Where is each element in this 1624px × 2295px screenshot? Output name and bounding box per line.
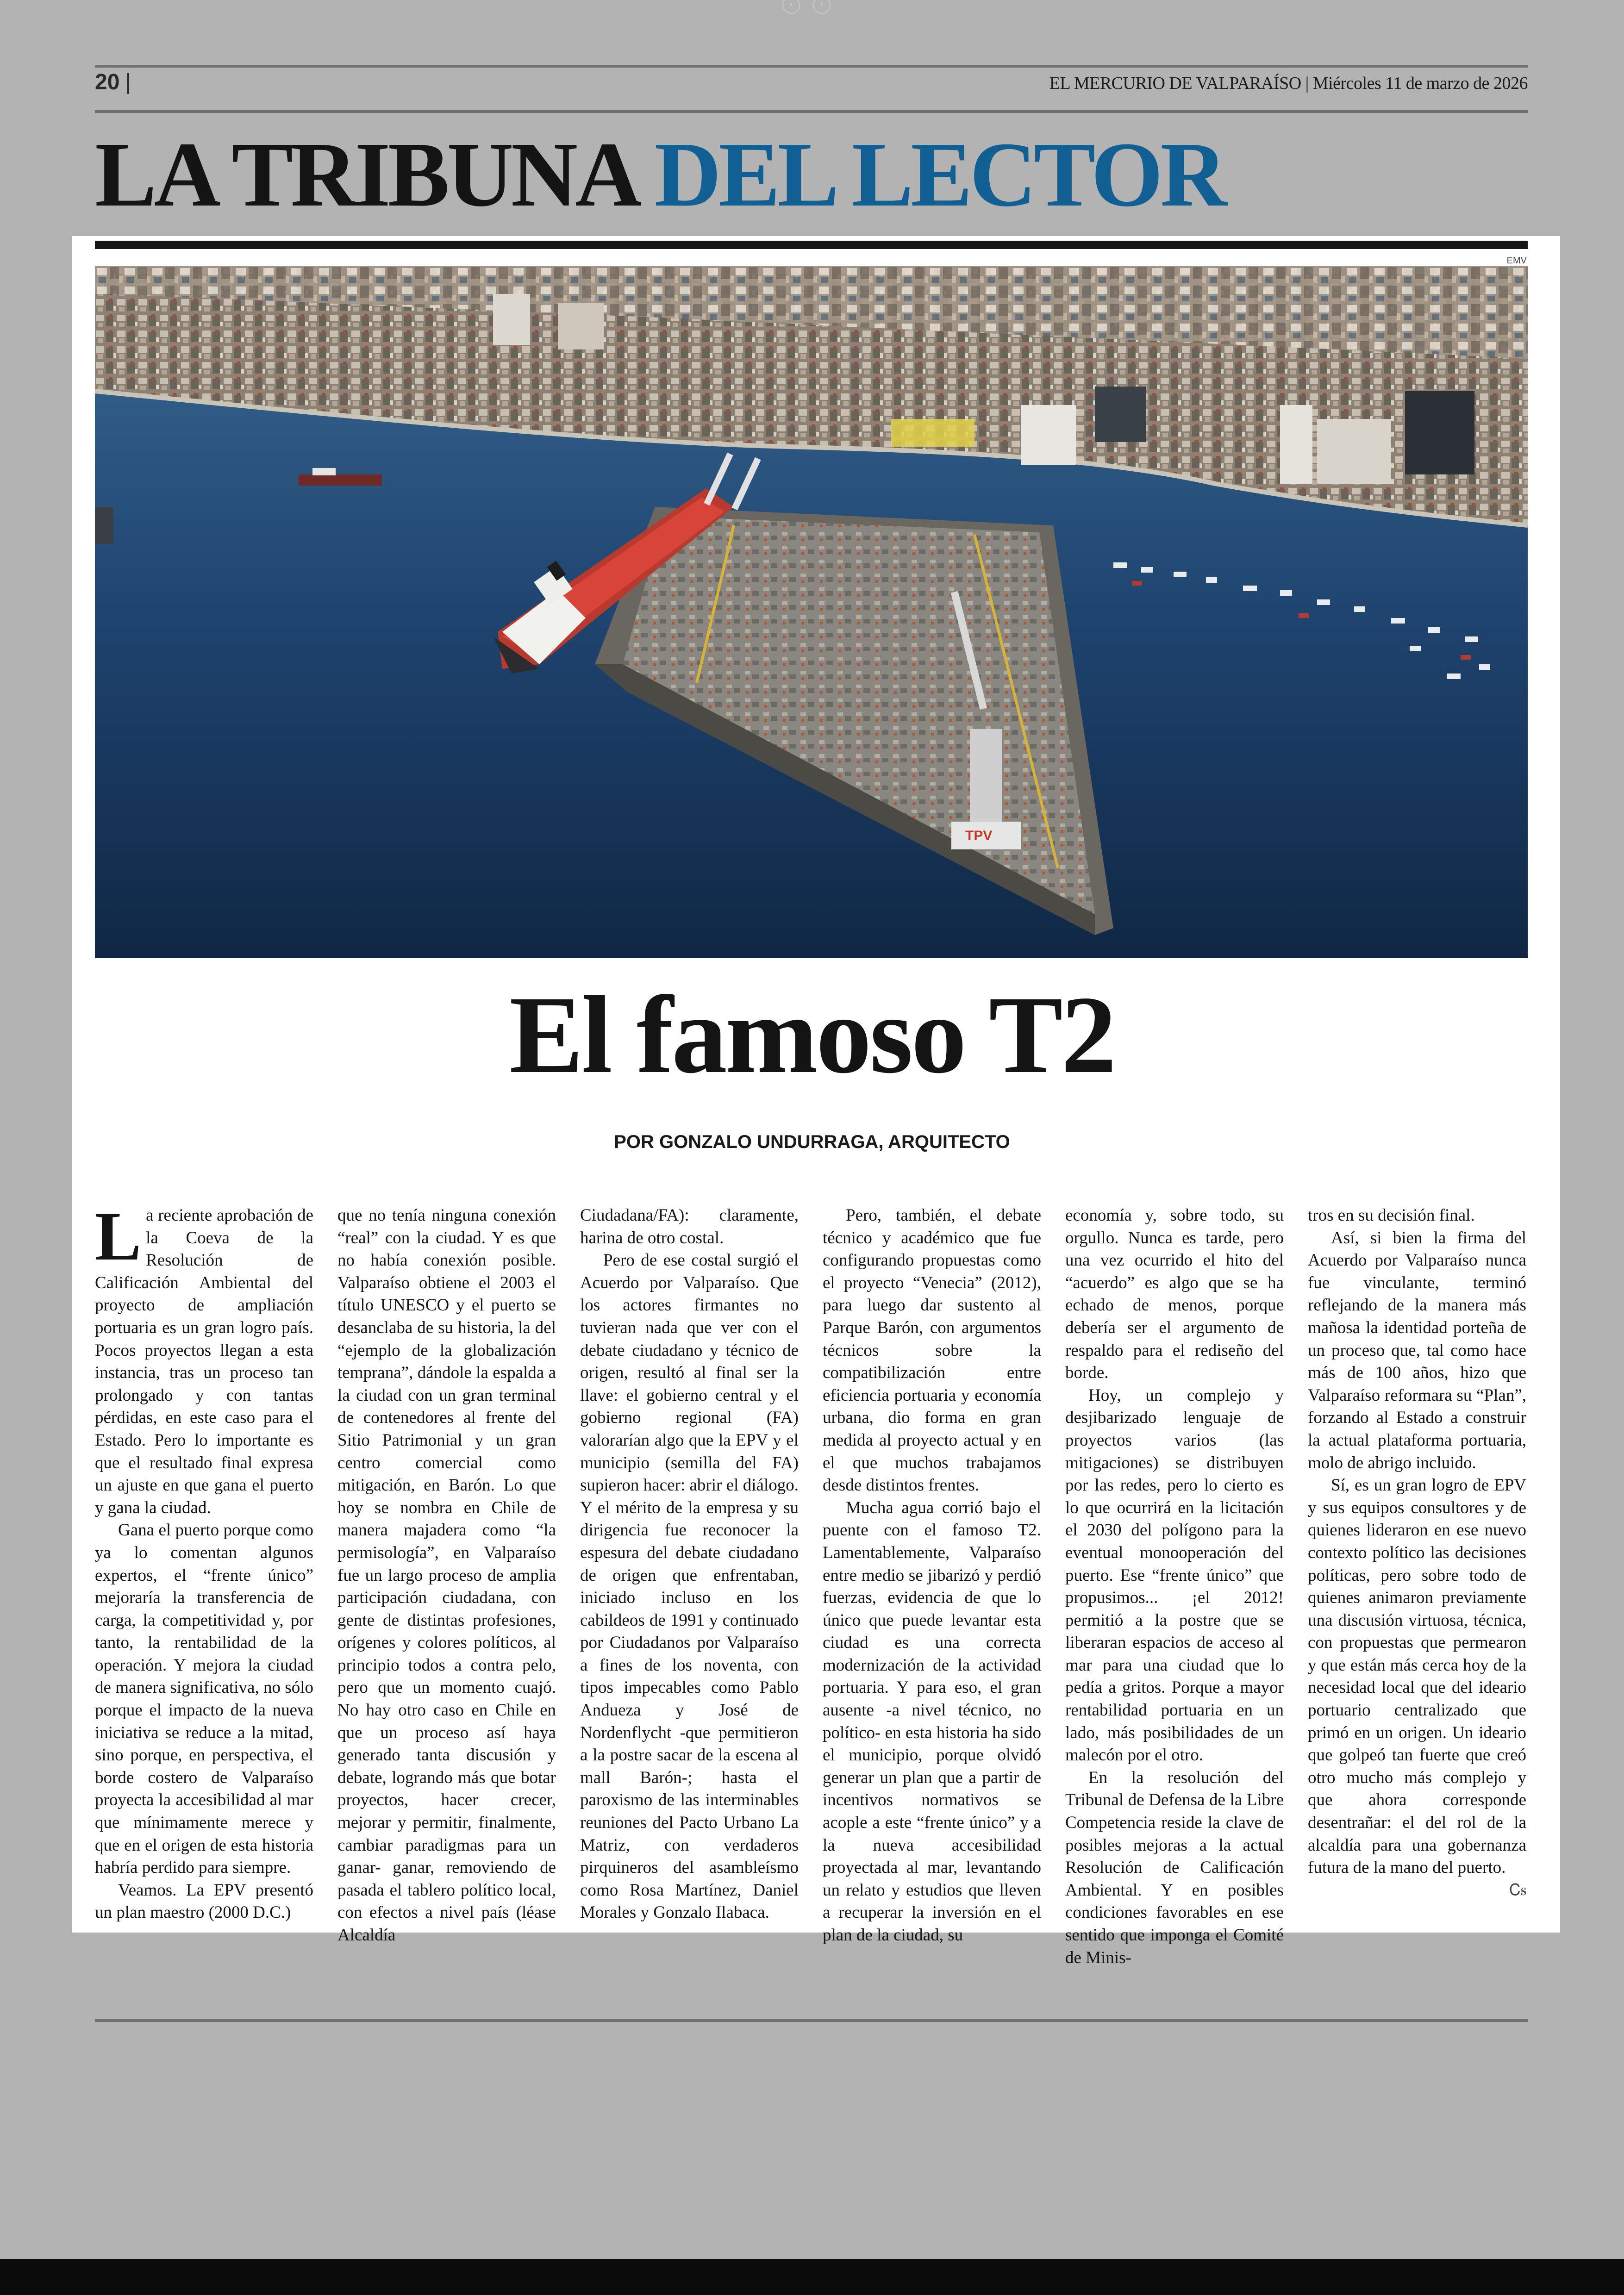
paragraph: Pero, también, el debate técnico y académico que fue configurando propuestas como el proyecto “Venecia” (2012), para luego dar sustento al Parque Barón, con argumentos técnicos sobre la compatibilización entre eficiencia portuaria y economía urbana, dio forma en gran medida al proyecto actual y en el que muchos trabajamos desde distintos frentes. <box>823 1206 1041 1495</box>
paragraph: que no tenía ninguna conexión “real” con la ciudad. Y es que no había conexión posible. Valparaíso obtiene el 2003 el título UNESCO y el puerto se desanclaba de su historia, la del “ejemplo de la globalización temprana”, dándole la espalda a la ciudad con un gran terminal de contenedores al frente del Sitio Patrimonial y un gran centro comercial como mitigación, en Barón. Lo que hoy se nombra en Chile de manera majadera como “la permisología”, en Valparaíso fue un largo proceso de amplia participación ciudadana, con gente de distintas profesiones, orígenes y colores políticos, al principio todos a contra pelo, pero que un momento cuajó. No hay otro caso en Chile en que un proceso así haya generado tanta discusión y debate, logrando más que botar proyectos, hacer crecer, mejorar y permitir, finalmente, cambiar paradigmas para un ganar- ganar, removiendo de pasada el tablero político local, con efectos a nivel país (léase Alcaldía <box>337 1206 556 1945</box>
article-column-2 <box>337 1204 556 1947</box>
viewer-footer-bar <box>0 2259 1624 2295</box>
paragraph: tros en su decisión final. <box>1308 1206 1475 1225</box>
paragraph: Hoy, un complejo y desjibarizado lenguaje de proyectos varios (las mitigaciones) se distribuyen por las redes, pero lo cierto es lo que ocurrirá en la licitación el 2030 del polígono para la eventual monooperación del puerto. Ese “frente único” que propusimos... ¡el 2012! permitió a la postre que se liberaran espacios de acceso al mar para una ciudad que lo pedía a gritos. Porque a mayor rentabilidad portuaria en un lado, más posibilidades de un malecón por el otro. <box>1065 1385 1284 1765</box>
paragraph-text: Sí, es un gran logro de EPV y sus equipos consultores y de quienes lideraron en ese nuevo contexto político las decisiones políticas, pero sobre todo de quienes animaron previamente una discusión virtuosa, técnica, con propuestas que permearon y que están más cerca hoy de la necesidad local que del ideario portuario centralizado que primó en un origen. Un ideario que golpeó tan fuerte que creó otro mucho más complejo y que ahora corresponde desentrañar: el del rol de la alcaldía para una gobernanza futura de la mano del puerto. <box>1308 1476 1526 1877</box>
article-column-1 <box>95 1198 313 1924</box>
end-of-article-icon: Ꮯꭶ <box>1509 1881 1526 1899</box>
article-column-3 <box>580 1204 799 1924</box>
page-navigation <box>782 0 843 14</box>
header-top-rule <box>95 65 1528 68</box>
page-number-value: 20 <box>95 70 120 94</box>
crane-label: TPV <box>965 828 993 843</box>
article-column-4 <box>823 1204 1041 1947</box>
port-aerial-photo <box>95 266 1528 958</box>
paragraph: economía y, sobre todo, su orgullo. Nunca es tarde, pero una vez ocurrido el hito del “acuerdo” es algo que se ha echado de menos, porque debería ser el argumento de respaldo para el rediseño del borde. <box>1065 1206 1284 1383</box>
paragraph: Veamos. La EPV presentó un plan maestro (2000 D.C.) <box>95 1880 313 1922</box>
paragraph: Ciudadana/FA): claramente, harina de otro costal. <box>580 1206 799 1247</box>
paragraph: Mucha agua corrió bajo el puente con el famoso T2. Lamentablemente, Valparaíso entre medio se jibarizó y perdió fuerzas, evidencia de que lo único que puede levantar esta ciudad es una correcta modernización de la actividad portuaria. Y para eso, el gran ausente -a nivel técnico, no político- en esta historia ha sido el municipio, porque olvidó generar un plan que a partir de incentivos normativos se acople a este “frente único” y a la nueva accesibilidad proyectada al mar, levantando un relato y estudios que lleven a recuperar la inversión en el plan de la ciudad, su <box>823 1498 1041 1945</box>
page-number-separator: | <box>125 70 131 94</box>
article-column-5 <box>1065 1204 1284 1969</box>
paragraph: En la resolución del Tribunal de Defensa de la Libre Competencia reside la clave de posibles mejoras a la actual Resolución de Calificación Ambiental. Y en posibles condiciones favorables en ese sentido que imponga el Comité de Minis- <box>1065 1768 1284 1967</box>
section-title-part1: LA TRIBUNA <box>95 124 634 226</box>
page-number <box>95 69 131 95</box>
next-page-button[interactable]: › <box>813 0 831 14</box>
article-byline: POR GONZALO UNDURRAGA, ARQUITECTO <box>614 1132 1010 1152</box>
page-bottom-rule <box>95 2019 1528 2022</box>
article-headline: El famoso T2 <box>509 973 1115 1096</box>
section-title <box>95 124 1224 226</box>
paragraph-text: a reciente aprobación de la Coeva de la Resolución de Calificación Ambiental del proyecto de ampliación portuaria es un gran logro país. Pocos proyectos llegan a esta instancia, tras un proceso tan prolongado y con tantas pérdidas, en este caso para el Estado. Pero lo importante es que el resultado final expresa un ajuste en que gana el puerto y gana la ciudad. <box>95 1206 313 1517</box>
photo-credit: EMV <box>1506 256 1527 266</box>
paragraph: Pero de ese costal surgió el Acuerdo por Valparaíso. Que los actores firmantes no tuvieran nada que ver con el debate ciudadano y técnico de origen, resultó al final ser la llave: el gobierno central y el gobierno regional (FA) valorarían algo que la EPV y el municipio (semilla del FA) supieron hacer: abrir el diálogo. Y el mérito de la empresa y su dirigencia fue reconocer la espesura del debate ciudadano de origen que enfrentaban, iniciado incluso en los cabildeos de 1991 y continuado por Ciudadanos por Valparaíso a fines de los noventa, con tipos impecables como Pablo Andueza y José de Nordenflycht -que permitieron a la postre sacar de la escena al mall Barón-; hasta el paroxismo de las interminables reuniones del Pacto Urbano La Matriz, con verdaderos pirquineros del asambleísmo como Rosa Martínez, Daniel Morales y Gonzalo Ilabaca. <box>580 1251 799 1922</box>
previous-page-button[interactable]: ‹ <box>782 0 800 14</box>
paragraph <box>1308 1474 1526 1899</box>
paragraph: Gana el puerto porque como ya lo comentan algunos expertos, el “frente único” mejoraría la transferencia de carga, la competitividad y, por tanto, la rentabilidad de la operación. Y mejora la ciudad de manera significativa, no sólo porque el impacto de la nueva iniciativa se reduce a la mitad, sino porque, en perspectiva, el borde costero de Valparaíso proyecta la accesibilidad al mar que mínimamente merece y que en el origen de esta historia habría perdido para siempre. <box>95 1521 313 1877</box>
article-top-rule <box>95 241 1528 249</box>
header-bottom-rule <box>95 110 1528 113</box>
paragraph: Así, si bien la firma del Acuerdo por Valparaíso nunca fue vinculante, terminó reflejando de la manera más mañosa la identidad porteña de un proceso que, tal como hace más de 100 años, hizo que Valparaíso reformara su “Plan”, forzando al Estado a construir la actual plataforma portuaria, molo de abrigo incluido. <box>1308 1228 1526 1472</box>
paragraph <box>95 1198 313 1519</box>
masthead-date: EL MERCURIO DE VALPARAÍSO | Miércoles 11 de marzo de 2026 <box>1049 74 1528 93</box>
article-column-6 <box>1308 1204 1526 1902</box>
section-title-part2: DEL LECTOR <box>654 124 1224 226</box>
drop-cap: L <box>95 1198 142 1275</box>
